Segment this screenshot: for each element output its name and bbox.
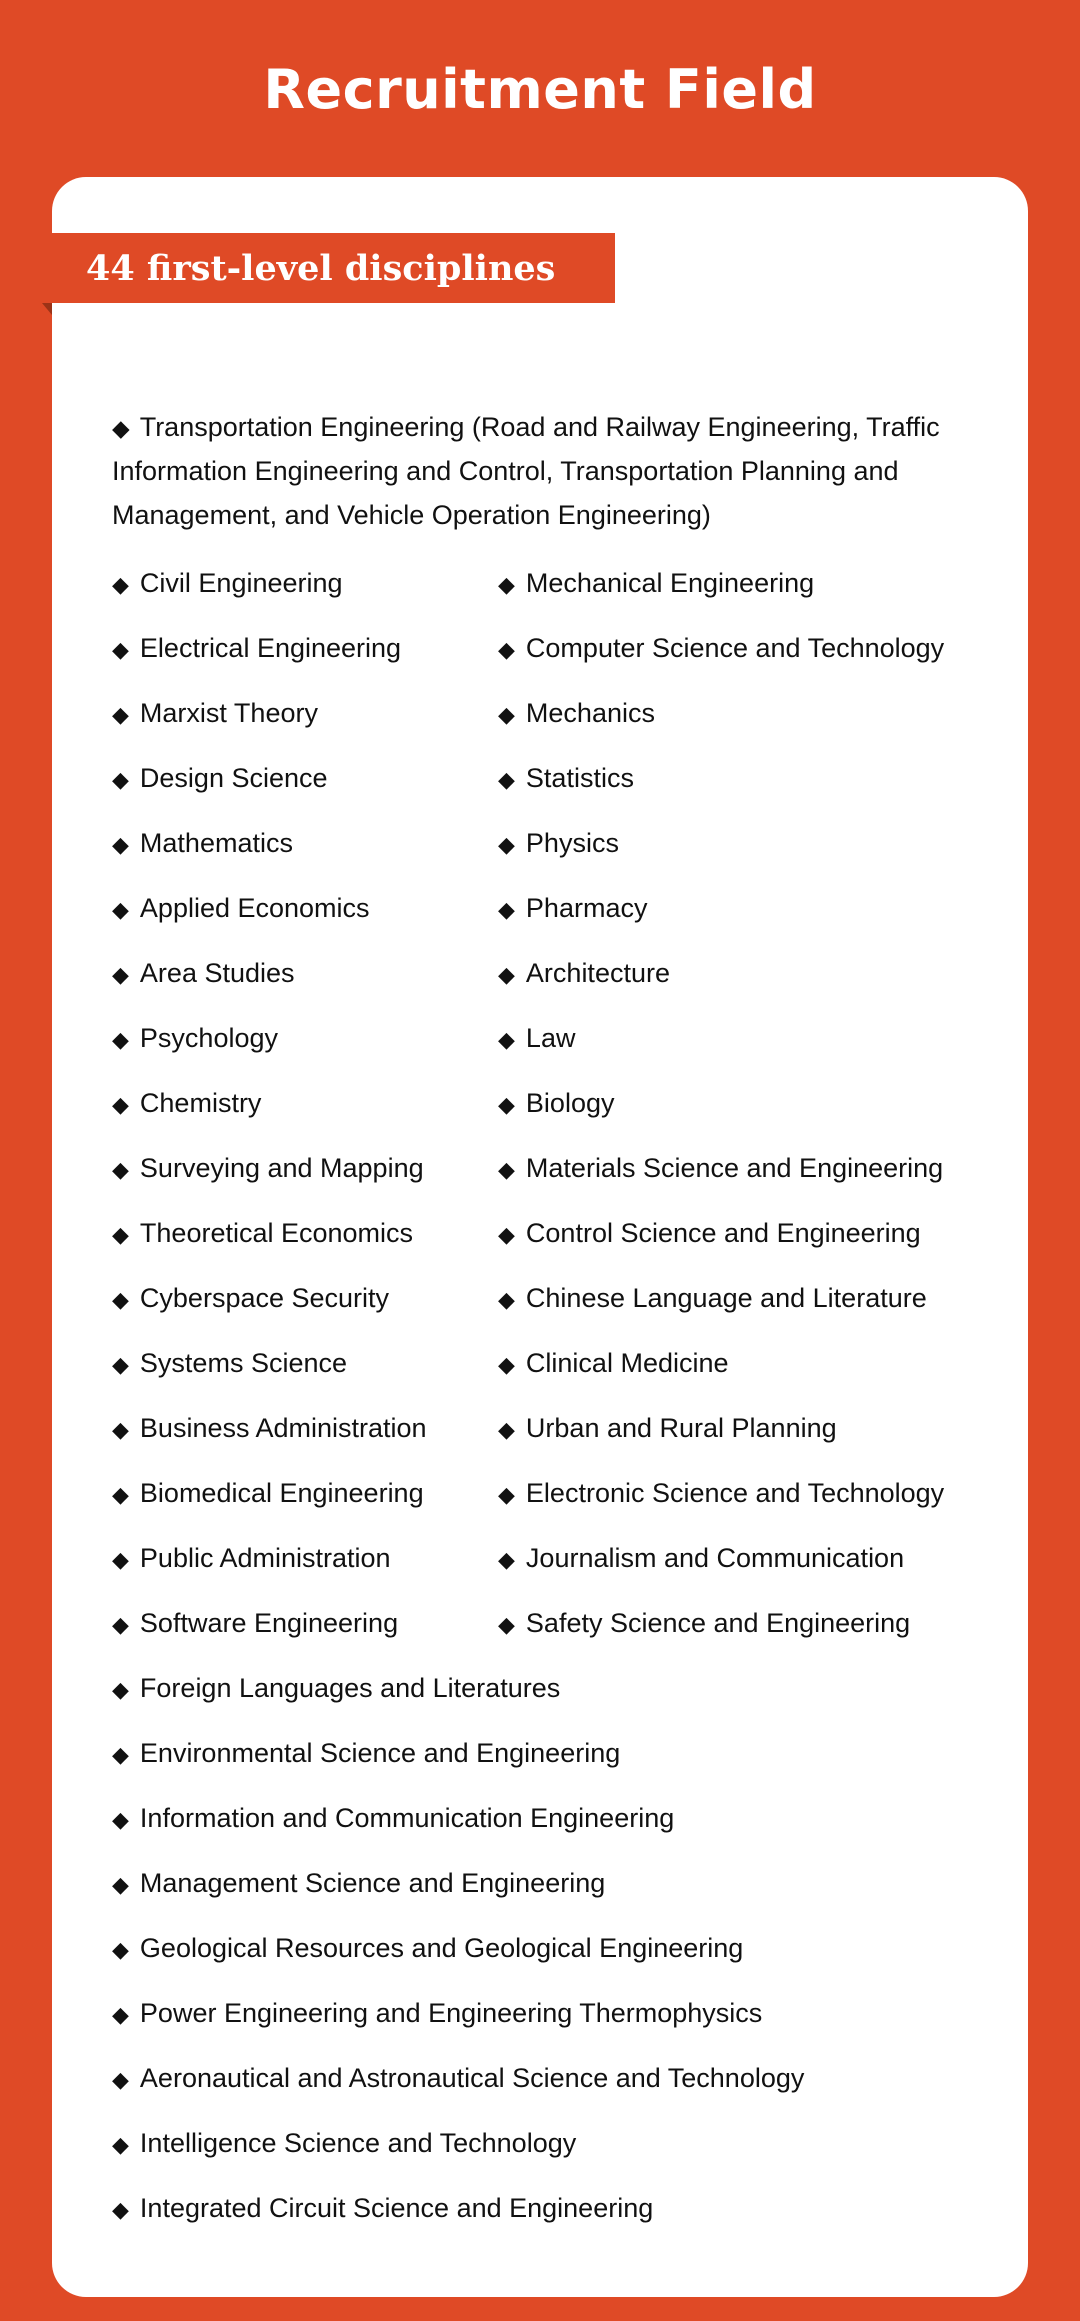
list-item-label: Psychology bbox=[139, 1023, 278, 1053]
list-item-label: Business Administration bbox=[139, 1413, 427, 1443]
ribbon-banner bbox=[42, 233, 615, 303]
list-item bbox=[112, 1071, 492, 1136]
diamond-bullet-icon: ◆ bbox=[112, 415, 130, 441]
list-item bbox=[112, 1201, 492, 1266]
list-item bbox=[498, 1266, 968, 1331]
list-item-label: Theoretical Economics bbox=[139, 1218, 414, 1248]
diamond-bullet-icon: ◆ bbox=[498, 831, 515, 857]
diamond-bullet-icon: ◆ bbox=[112, 1026, 129, 1052]
diamond-bullet-icon: ◆ bbox=[498, 896, 515, 922]
list-item bbox=[112, 1656, 968, 1721]
list-item-label: Foreign Languages and Literatures bbox=[139, 1673, 561, 1703]
diamond-bullet-icon: ◆ bbox=[112, 701, 129, 727]
list-item-label: Chemistry bbox=[139, 1088, 262, 1118]
list-item bbox=[112, 2046, 968, 2111]
list-item bbox=[112, 551, 492, 616]
diamond-bullet-icon: ◆ bbox=[112, 1936, 129, 1962]
list-item bbox=[498, 681, 968, 746]
list-item-label: Mechanics bbox=[525, 698, 655, 728]
diamond-bullet-icon: ◆ bbox=[498, 1286, 515, 1312]
list-item bbox=[498, 1591, 968, 1656]
diamond-bullet-icon: ◆ bbox=[112, 1156, 129, 1182]
list-item-label: Statistics bbox=[525, 763, 634, 793]
diamond-bullet-icon: ◆ bbox=[498, 1546, 515, 1572]
page-title: Recruitment Field bbox=[263, 58, 817, 121]
diamond-bullet-icon: ◆ bbox=[498, 1156, 515, 1182]
diamond-bullet-icon: ◆ bbox=[112, 2131, 129, 2157]
list-item bbox=[112, 1396, 492, 1461]
diamond-bullet-icon: ◆ bbox=[498, 636, 515, 662]
list-item bbox=[498, 1006, 968, 1071]
diamond-bullet-icon: ◆ bbox=[112, 1741, 129, 1767]
list-item-label: Biomedical Engineering bbox=[139, 1478, 424, 1508]
diamond-bullet-icon: ◆ bbox=[112, 1546, 129, 1572]
list-item bbox=[498, 811, 968, 876]
list-item bbox=[498, 1331, 968, 1396]
list-item-label: Chinese Language and Literature bbox=[525, 1283, 927, 1313]
ribbon-container bbox=[52, 177, 1028, 289]
list-item-label: Intelligence Science and Technology bbox=[139, 2128, 577, 2158]
list-item bbox=[112, 876, 492, 941]
list-item-label: Physics bbox=[525, 828, 619, 858]
list-item bbox=[498, 551, 968, 616]
list-item bbox=[112, 616, 492, 681]
list-item-label: Management Science and Engineering bbox=[139, 1868, 606, 1898]
list-item-label: Clinical Medicine bbox=[525, 1348, 729, 1378]
diamond-bullet-icon: ◆ bbox=[112, 571, 129, 597]
diamond-bullet-icon: ◆ bbox=[112, 1221, 129, 1247]
list-item-label: Computer Science and Technology bbox=[525, 633, 945, 663]
diamond-bullet-icon: ◆ bbox=[498, 961, 515, 987]
list-item-label: Journalism and Communication bbox=[525, 1543, 905, 1573]
list-item-label: Architecture bbox=[525, 958, 670, 988]
disciplines-content bbox=[52, 233, 1028, 2241]
list-item bbox=[112, 1266, 492, 1331]
diamond-bullet-icon: ◆ bbox=[498, 701, 515, 727]
list-item bbox=[112, 1916, 968, 1981]
diamond-bullet-icon: ◆ bbox=[112, 1351, 129, 1377]
diamond-bullet-icon: ◆ bbox=[112, 1091, 129, 1117]
list-item-label: Environmental Science and Engineering bbox=[139, 1738, 621, 1768]
list-item-label: Urban and Rural Planning bbox=[525, 1413, 837, 1443]
diamond-bullet-icon: ◆ bbox=[112, 1806, 129, 1832]
list-item-label: Electronic Science and Technology bbox=[525, 1478, 945, 1508]
ribbon-tail bbox=[42, 303, 52, 315]
list-item bbox=[112, 1786, 968, 1851]
diamond-bullet-icon: ◆ bbox=[112, 636, 129, 662]
list-item bbox=[498, 1071, 968, 1136]
diamond-bullet-icon: ◆ bbox=[112, 2196, 129, 2222]
diamond-bullet-icon: ◆ bbox=[112, 2066, 129, 2092]
list-item-label: Electrical Engineering bbox=[139, 633, 402, 663]
list-item bbox=[112, 1721, 968, 1786]
list-item-label: Geological Resources and Geological Engineering bbox=[139, 1933, 744, 1963]
list-item-label: Control Science and Engineering bbox=[525, 1218, 921, 1248]
diamond-bullet-icon: ◆ bbox=[112, 1416, 129, 1442]
diamond-bullet-icon: ◆ bbox=[112, 961, 129, 987]
list-item bbox=[498, 1201, 968, 1266]
list-item bbox=[498, 1136, 968, 1201]
list-item-label: Information and Communication Engineering bbox=[139, 1803, 675, 1833]
list-item-label: Pharmacy bbox=[525, 893, 648, 923]
list-item-label: Power Engineering and Engineering Thermophysics bbox=[139, 1998, 763, 2028]
list-item-label: Mathematics bbox=[139, 828, 293, 858]
list-item-label: Software Engineering bbox=[139, 1608, 399, 1638]
list-item-label: Systems Science bbox=[139, 1348, 347, 1378]
diamond-bullet-icon: ◆ bbox=[112, 1481, 129, 1507]
list-item bbox=[112, 405, 968, 537]
list-item-label: Area Studies bbox=[139, 958, 295, 988]
diamond-bullet-icon: ◆ bbox=[112, 1611, 129, 1637]
list-item bbox=[498, 1526, 968, 1591]
list-item bbox=[498, 941, 968, 1006]
list-item bbox=[112, 1591, 492, 1656]
diamond-bullet-icon: ◆ bbox=[112, 2001, 129, 2027]
diamond-bullet-icon: ◆ bbox=[498, 1481, 515, 1507]
diamond-bullet-icon: ◆ bbox=[498, 1611, 515, 1637]
list-item bbox=[112, 2176, 968, 2241]
list-item bbox=[112, 811, 492, 876]
list-item bbox=[112, 1006, 492, 1071]
diamond-bullet-icon: ◆ bbox=[498, 1416, 515, 1442]
ribbon-label: 44 first-level disciplines bbox=[86, 247, 556, 289]
list-item bbox=[112, 1526, 492, 1591]
diamond-bullet-icon: ◆ bbox=[498, 571, 515, 597]
list-item-label: Safety Science and Engineering bbox=[525, 1608, 911, 1638]
list-item-label: Marxist Theory bbox=[139, 698, 318, 728]
list-item bbox=[498, 616, 968, 681]
list-item-label: Integrated Circuit Science and Engineering bbox=[139, 2193, 654, 2223]
list-item bbox=[112, 1331, 492, 1396]
diamond-bullet-icon: ◆ bbox=[112, 1286, 129, 1312]
list-item bbox=[112, 2111, 968, 2176]
diamond-bullet-icon: ◆ bbox=[498, 1351, 515, 1377]
diamond-bullet-icon: ◆ bbox=[498, 1221, 515, 1247]
list-item-label: Civil Engineering bbox=[139, 568, 343, 598]
list-item-label: Materials Science and Engineering bbox=[525, 1153, 944, 1183]
list-item bbox=[498, 876, 968, 941]
list-item-label: Transportation Engineering (Road and Railway Engineering, Traffic Information Engineering and Control, Transportation Planning and Management, and Vehicle Operation Engineering) bbox=[112, 412, 940, 530]
list-item-label: Public Administration bbox=[139, 1543, 391, 1573]
diamond-bullet-icon: ◆ bbox=[498, 1091, 515, 1117]
list-item bbox=[498, 1396, 968, 1461]
list-item bbox=[112, 1851, 968, 1916]
list-item-label: Law bbox=[525, 1023, 576, 1053]
diamond-bullet-icon: ◆ bbox=[112, 766, 129, 792]
list-item-label: Applied Economics bbox=[139, 893, 370, 923]
list-item bbox=[112, 1981, 968, 2046]
list-item bbox=[112, 1136, 492, 1201]
disciplines-card bbox=[52, 177, 1028, 2297]
list-item-label: Biology bbox=[525, 1088, 615, 1118]
list-item bbox=[112, 941, 492, 1006]
list-item-label: Cyberspace Security bbox=[139, 1283, 390, 1313]
diamond-bullet-icon: ◆ bbox=[112, 896, 129, 922]
diamond-bullet-icon: ◆ bbox=[112, 1676, 129, 1702]
list-item bbox=[498, 746, 968, 811]
list-item-label: Mechanical Engineering bbox=[525, 568, 815, 598]
disciplines-single-column-list bbox=[112, 1656, 968, 2241]
list-item bbox=[112, 1461, 492, 1526]
list-item-label: Surveying and Mapping bbox=[139, 1153, 424, 1183]
list-item-label: Aeronautical and Astronautical Science and Technology bbox=[139, 2063, 805, 2093]
diamond-bullet-icon: ◆ bbox=[498, 766, 515, 792]
disciplines-two-column-list bbox=[112, 551, 968, 1656]
list-item bbox=[498, 1461, 968, 1526]
list-item bbox=[112, 746, 492, 811]
list-item bbox=[112, 681, 492, 746]
diamond-bullet-icon: ◆ bbox=[112, 831, 129, 857]
diamond-bullet-icon: ◆ bbox=[498, 1026, 515, 1052]
diamond-bullet-icon: ◆ bbox=[112, 1871, 129, 1897]
list-item-label: Design Science bbox=[139, 763, 328, 793]
